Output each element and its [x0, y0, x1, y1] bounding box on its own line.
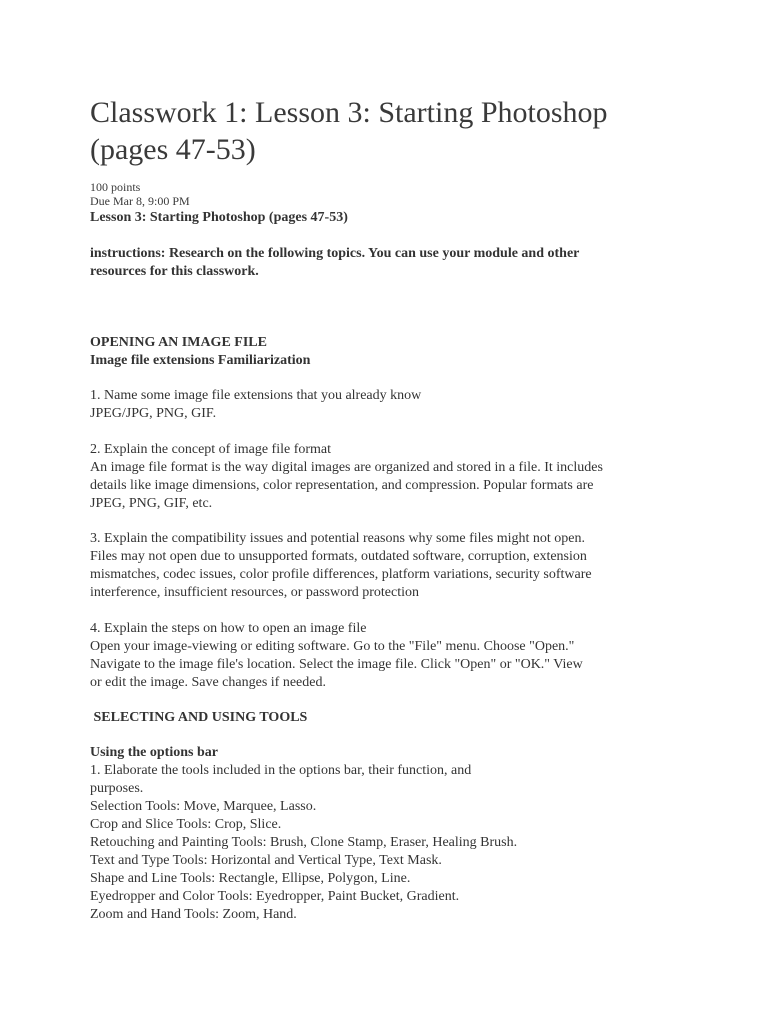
tools-question-line-1: 1. Elaborate the tools included in the options bar, their function, and: [90, 763, 472, 778]
answer-2-line-3: JPEG, PNG, GIF, etc.: [90, 496, 213, 511]
list-item: Shape and Line Tools: Rectangle, Ellipse, Polygon, Line.: [90, 871, 411, 886]
instructions-line-2: resources for this classwork.: [90, 264, 259, 279]
page-title: [90, 94, 690, 168]
title-line-2: (pages 47-53): [90, 133, 256, 166]
question-4: 4. Explain the steps on how to open an image file: [90, 621, 367, 636]
answer-3-line-3: interference, insufficient resources, or password protection: [90, 585, 420, 600]
question-2: 2. Explain the concept of image file format: [90, 442, 332, 457]
answer-1: JPEG/JPG, PNG, GIF.: [90, 406, 217, 421]
section-subheading-extensions: Image file extensions Familiarization: [90, 353, 311, 368]
tools-question-line-2: purposes.: [90, 781, 144, 796]
title-line-1: Classwork 1: Lesson 3: Starting Photoshop: [90, 96, 608, 129]
due-date: Due Mar 8, 9:00 PM: [90, 194, 190, 208]
question-3: 3. Explain the compatibility issues and potential reasons why some files might not open.: [90, 531, 585, 546]
section-heading-tools: SELECTING AND USING TOOLS: [90, 710, 308, 725]
list-item: Eyedropper and Color Tools: Eyedropper, Paint Bucket, Gradient.: [90, 889, 460, 904]
answer-3-line-2: mismatches, codec issues, color profile differences, platform variations, security software: [90, 567, 592, 582]
list-item: Zoom and Hand Tools: Zoom, Hand.: [90, 907, 297, 922]
list-item: Selection Tools: Move, Marquee, Lasso.: [90, 799, 317, 814]
answer-4-line-2: Navigate to the image file's location. Select the image file. Click "Open" or "OK." View: [90, 657, 583, 672]
question-1: 1. Name some image file extensions that you already know: [90, 388, 422, 403]
answer-4-line-3: or edit the image. Save changes if needed.: [90, 675, 326, 690]
list-item: Crop and Slice Tools: Crop, Slice.: [90, 817, 282, 832]
list-item: Retouching and Painting Tools: Brush, Clone Stamp, Eraser, Healing Brush.: [90, 835, 518, 850]
answer-2-line-2: details like image dimensions, color representation, and compression. Popular formats are: [90, 478, 594, 493]
answer-2-line-1: An image file format is the way digital images are organized and stored in a file. It includes: [90, 460, 603, 475]
instructions-line-1: instructions: Research on the following topics. You can use your module and other: [90, 246, 580, 261]
answer-4-line-1: Open your image-viewing or editing software. Go to the "File" menu. Choose "Open.": [90, 639, 575, 654]
list-item: Text and Type Tools: Horizontal and Vertical Type, Text Mask.: [90, 853, 442, 868]
section-heading-opening-image: OPENING AN IMAGE FILE: [90, 335, 267, 350]
section-subheading-options-bar: Using the options bar: [90, 745, 218, 760]
points-label: 100 points: [90, 180, 141, 194]
lesson-heading: Lesson 3: Starting Photoshop (pages 47-53): [90, 210, 348, 225]
answer-3-line-1: Files may not open due to unsupported formats, outdated software, corruption, extension: [90, 549, 587, 564]
